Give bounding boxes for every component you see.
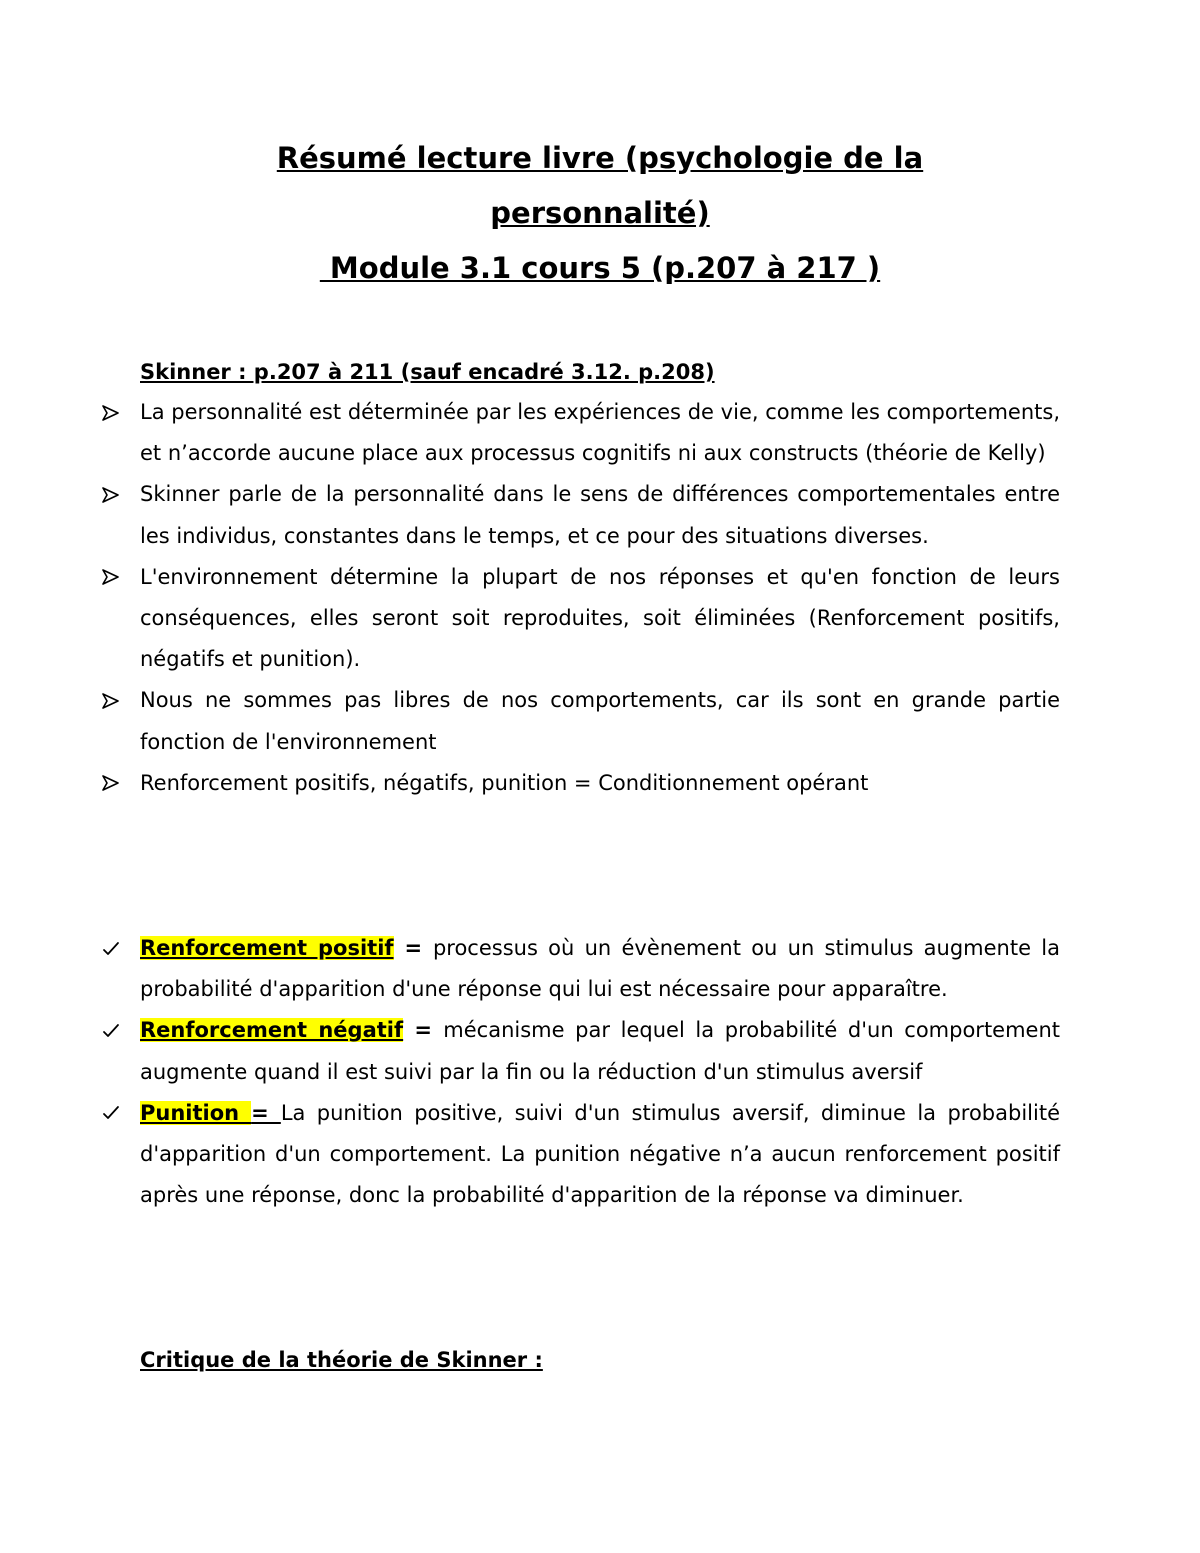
- arrow-bullet-icon: [102, 474, 126, 515]
- bullet-text: La personnalité est déterminée par les expériences de vie, comme les comportements, et n’accorde aucune place aux processus cognitifs ni aux constructs (théorie de Kelly): [140, 400, 1060, 466]
- definition-body: mécanisme par lequel la probabilité d'un comportement augmente quand il est suivi par la fin ou la réduction d'un stimulus aversif: [140, 1018, 1061, 1084]
- list-item: [0, 1093, 1200, 1217]
- highlighted-term: Renforcement négatif: [140, 1018, 404, 1043]
- section-heading-skinner: Skinner : p.207 à 211 (sauf encadré 3.12. p.208): [140, 360, 715, 384]
- bullet-text: Nous ne sommes pas libres de nos comportements, car ils sont en grande partie fonction de l'environnement: [140, 688, 1060, 754]
- document-title-line-3: Module 3.1 cours 5 (p.207 à 217 ): [319, 251, 881, 285]
- document-title-line-1: Résumé lecture livre (psychologie de la: [276, 141, 924, 175]
- list-item: [0, 557, 1200, 681]
- bullet-text: L'environnement détermine la plupart de nos réponses et qu'en fonction de leurs conséquences, elles seront soit reproduites, soit éliminées (Renforcement positifs, négatifs et punition).: [140, 564, 1060, 672]
- definition-text: [140, 1093, 1060, 1217]
- list-item: [0, 763, 1200, 804]
- checkmark-icon: [102, 928, 126, 969]
- list-item: [0, 680, 1200, 762]
- definition-text: [140, 1010, 1060, 1092]
- definition-body: processus où un évènement ou un stimulus augmente la probabilité d'apparition d'une réponse qui lui est nécessaire pour apparaître.: [140, 936, 1060, 1002]
- checkmark-icon: [102, 1093, 126, 1134]
- definition-body: La punition positive, suivi d'un stimulus aversif, diminue la probabilité d'apparition d'un comportement. La punition négative n’a aucun renforcement positif après une réponse, donc la probabilité d'apparition de la réponse va diminuer.: [140, 1100, 1060, 1208]
- list-item: [0, 392, 1200, 474]
- arrow-bullet-list: [0, 392, 1200, 804]
- list-item: [0, 928, 1200, 1010]
- definition-text: [140, 928, 1060, 1010]
- list-item: [0, 474, 1200, 556]
- highlighted-term: Renforcement positif: [140, 936, 394, 960]
- bullet-text: Renforcement positifs, négatifs, punition = Conditionnement opérant: [140, 770, 869, 795]
- checkmark-icon: [102, 1010, 126, 1051]
- document-title-line-2: personnalité): [490, 196, 710, 230]
- equals-sign: =: [393, 936, 433, 960]
- equals-sign: =: [251, 1100, 281, 1125]
- arrow-bullet-icon: [102, 557, 126, 598]
- arrow-bullet-icon: [102, 680, 126, 721]
- arrow-bullet-icon: [102, 763, 126, 804]
- highlighted-term: Punition: [140, 1100, 252, 1125]
- list-item: [0, 1010, 1200, 1092]
- check-bullet-list: [0, 928, 1200, 1216]
- bullet-text: Skinner parle de la personnalité dans le sens de différences comportementales entre les individus, constantes dans le temps, et ce pour des situations diverses.: [140, 482, 1060, 548]
- equals-sign: =: [403, 1018, 444, 1043]
- arrow-bullet-icon: [102, 392, 126, 433]
- section-heading-critique: Critique de la théorie de Skinner :: [140, 1348, 543, 1372]
